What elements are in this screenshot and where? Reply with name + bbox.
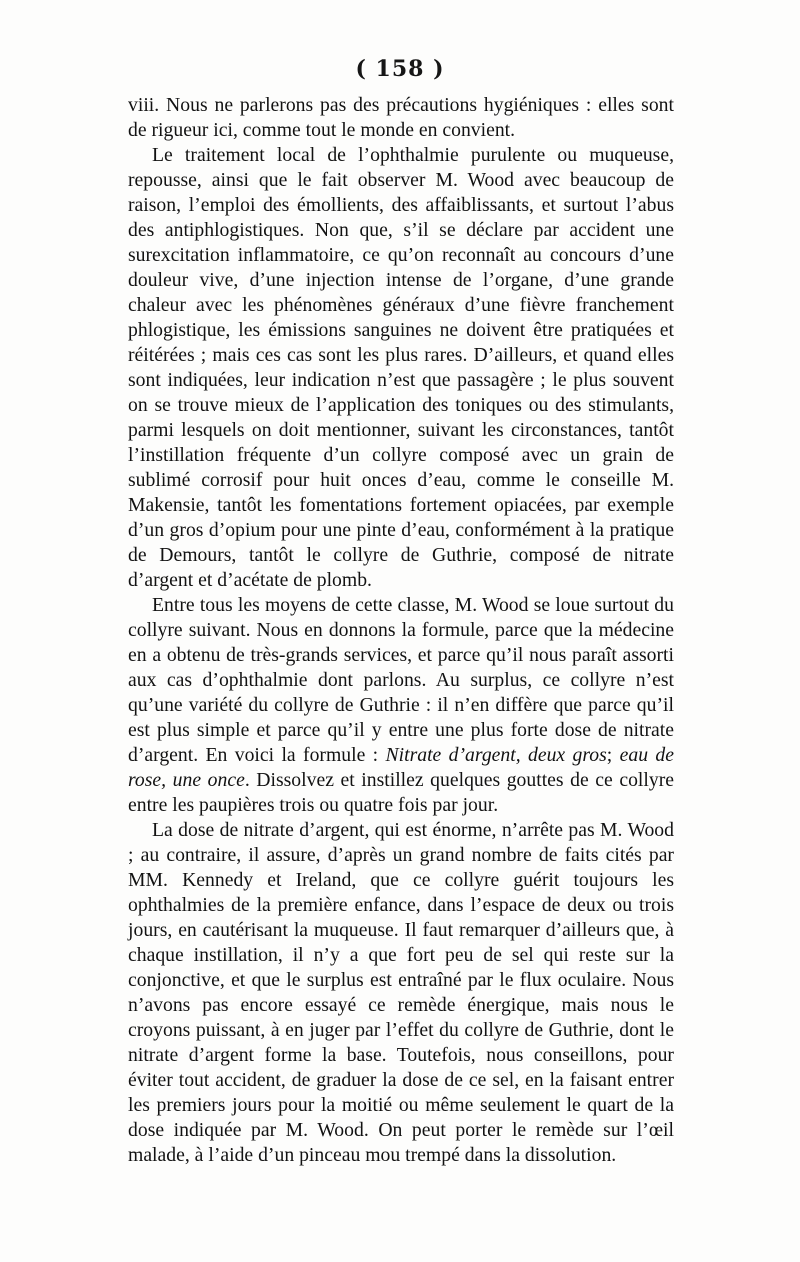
formula-ingredient-1: Nitrate d’argent, deux gros <box>385 744 607 766</box>
paragraph-4: La dose de nitrate d’argent, qui est énorme, n’arrête pas M. Wood ; au contraire, il assure, d’après un grand nombre de faits cités par MM. Kennedy et Ireland, que ce collyre guérit toujours les ophthalmies de la première enfance, dans l’espace de deux ou trois jours, en cautérisant la muqueuse. Il faut remarquer d’ailleurs que, à chaque instillation, il n’y a que fort peu de sel qui reste sur la conjonctive, et que le surplus est entraîné par le flux oculaire. Nous n’avons pas encore essayé ce remède énergique, mais nous le croyons puissant, à en juger par l’effet du collyre de Guthrie, dont le nitrate d’argent forme la base. Toutefois, nous conseillons, pour éviter tout accident, de graduer la dose de ce sel, en la faisant entrer les premiers jours pour la moitié ou même seulement le quart de la dose indiquée par M. Wood. On peut porter le remède sur l’œil malade, à l’aide d’un pinceau mou trempé dans la dissolution. <box>128 819 674 1166</box>
page-number: ( 158 ) <box>355 56 445 82</box>
paragraph-3 <box>128 593 674 818</box>
formula-ingredient-2: eau de rose, une once <box>128 744 674 791</box>
body-text <box>128 93 674 1168</box>
paragraph-2: Le traitement local de l’ophthalmie purulente ou muqueuse, repousse, ainsi que le fait observer M. Wood avec beaucoup de raison, l’emploi des émollients, des affaiblissants, et surtout l’abus des antiphlogistiques. Non que, s’il se déclare par accident une surexcitation inflammatoire, ce qu’on reconnaît au concours d’une douleur vive, d’une injection intense de l’organe, d’une grande chaleur avec les phénomènes généraux d’une fièvre franchement phlogistique, les émissions sanguines ne doivent être pratiquées et réitérées ; mais ces cas sont les plus rares. D’ailleurs, et quand elles sont indiquées, leur indication n’est que passagère ; le plus souvent on se trouve mieux de l’application des toniques ou des stimulants, parmi lesquels on doit mentionner, suivant les circonstances, tantôt l’instillation fréquente d’un collyre composé avec un grain de sublimé corrosif pour huit onces d’eau, comme le conseille M. Makensie, tantôt les fomentations fortement opiacées, par exemple d’un gros d’opium pour une pinte d’eau, conformément à la pratique de Demours, tantôt le collyre de Guthrie, composé de nitrate d’argent et d’acétate de plomb. <box>128 144 674 591</box>
formula-separator: ; <box>606 744 620 766</box>
paragraph-3-text-after: . Dissolvez et instillez quelques gouttes de ce collyre entre les paupières trois ou quatre fois par jour. <box>128 769 674 816</box>
paragraph-1: viii. Nous ne parlerons pas des précautions hygiéniques : elles sont de rigueur ici, comme tout le monde en convient. <box>128 94 674 141</box>
paragraph-3-text-before: Entre tous les moyens de cette classe, M. Wood se loue surtout du collyre suivant. Nous en donnons la formule, parce que la médecine en a obtenu de très-grands services, et parce qu’il nous paraît assorti aux cas d’ophthalmie dont parlons. Au surplus, ce collyre n’est qu’une variété du collyre de Guthrie : il n’en diffère que parce qu’il est plus simple et parce qu’il y entre une plus forte dose de nitrate d’argent. En voici la formule : <box>128 594 674 766</box>
